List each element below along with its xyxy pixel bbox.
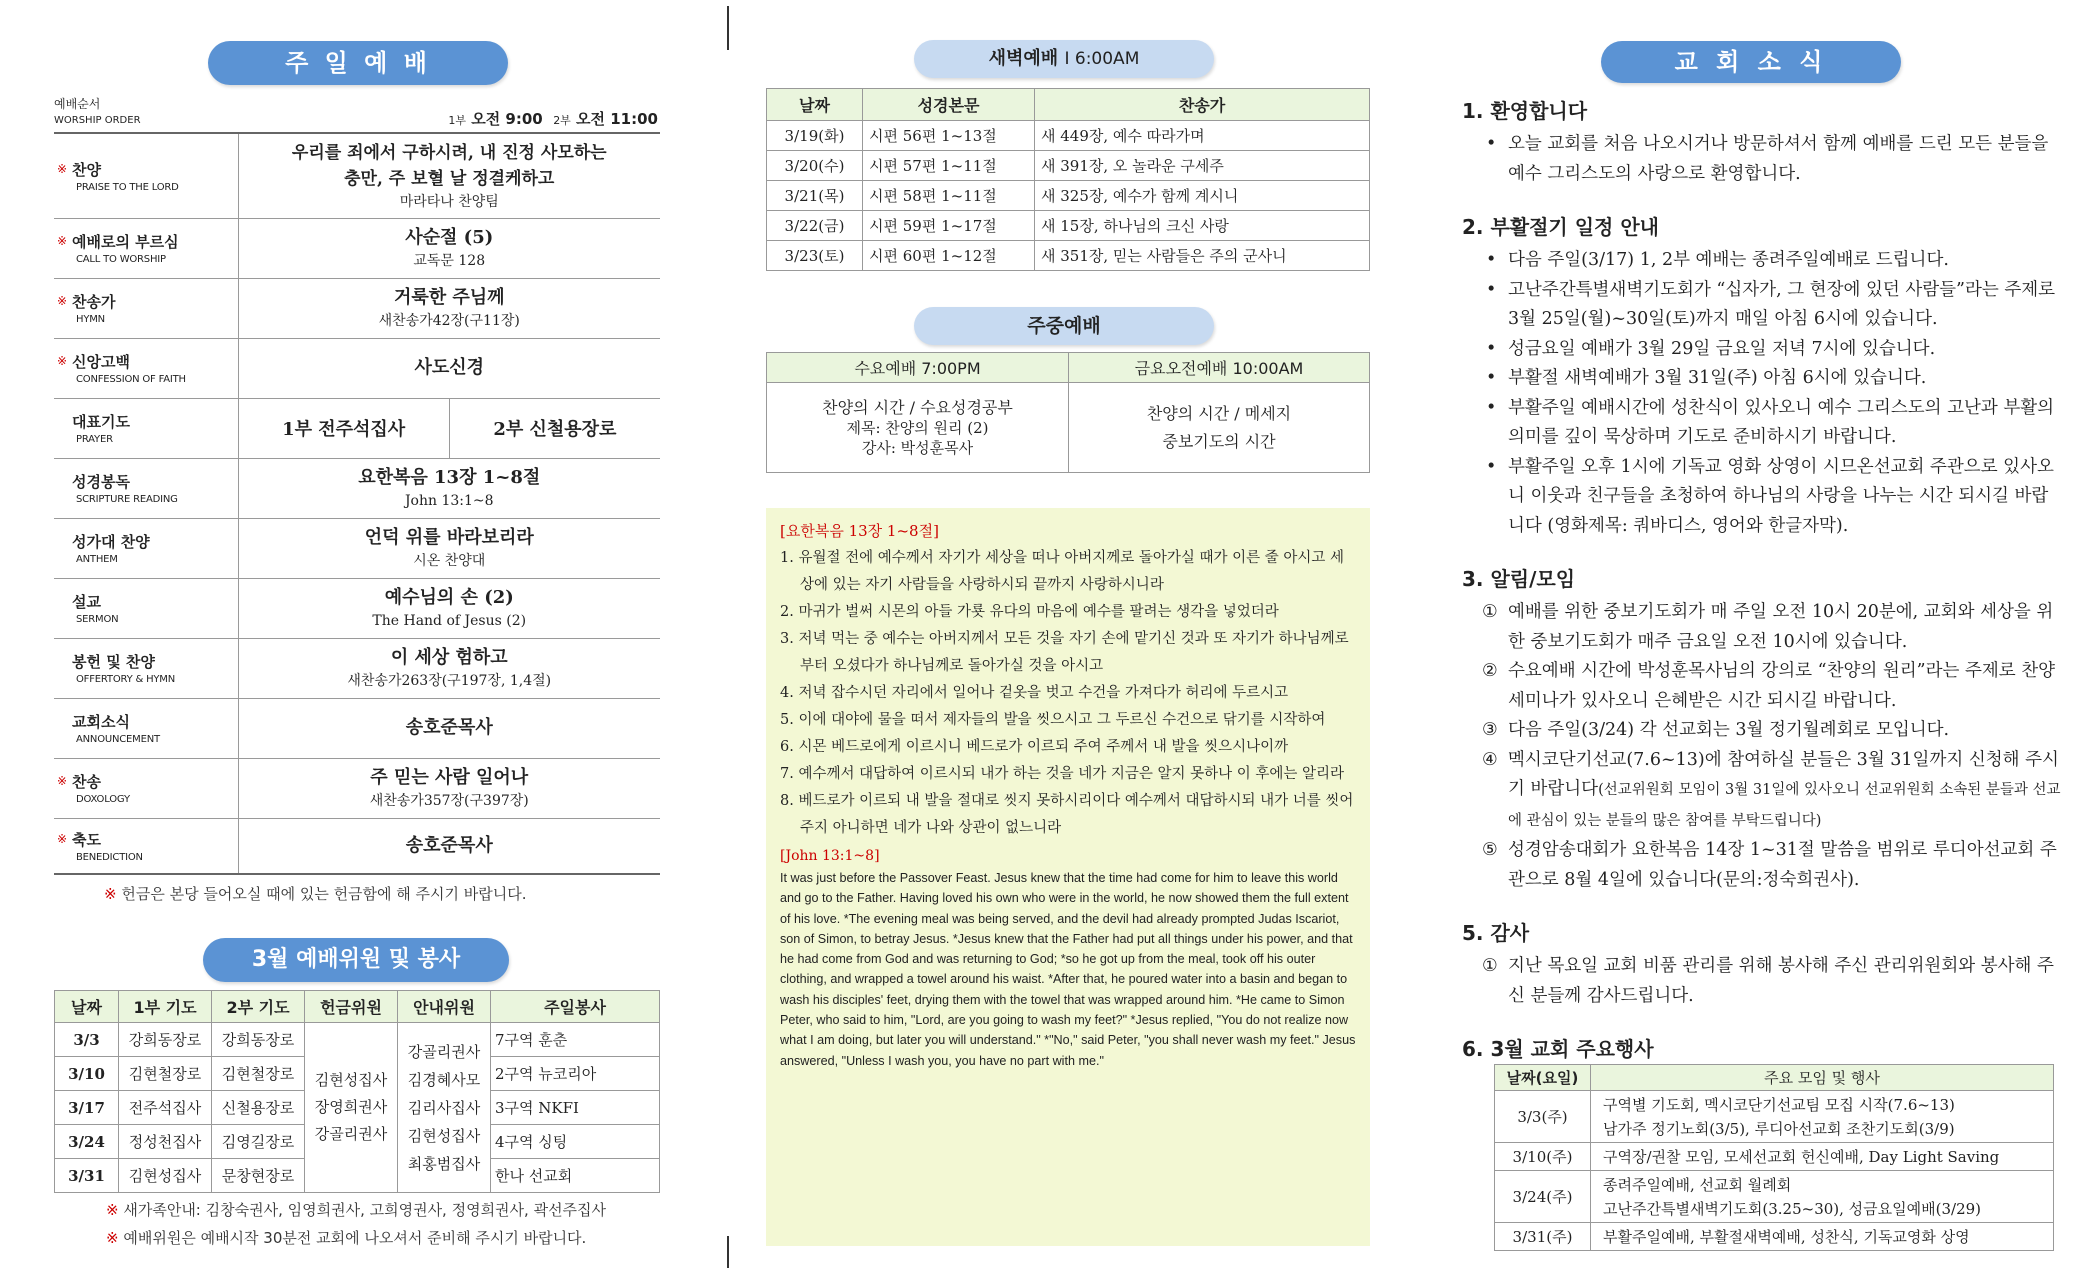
table-row: 3/20(수) 시편 57편 1~11절 새 391장, 오 놀라운 구세주 [767,151,1370,181]
order-row: ※ 찬송가 HYMN 거룩한 주님께 새찬송가42장(구11장) [54,278,660,338]
list-item: • 성금요일 예배가 3월 29일 금요일 저녁 7시에 있습니다. [1462,335,2062,365]
table-row: 3/3 강희동장로 강희동장로 김현성집사 장영희권사 강골리권사 강골리권사 김경혜사모 김리사집사 김현성집사 최홍범집사 7구역 훈춘 [55,1023,660,1057]
section-thanks: 5. 감사 ① 지난 목요일 교회 비품 관리를 위해 봉사해 주신 관리위원회와 봉사해 주신 분들께 감사드립니다. [1462,917,2062,1011]
list-item: • 부활주일 오후 1시에 기독교 영화 상영이 시므온선교회 주관으로 있사오니 이웃과 친구들을 초청하여 하나님의 사랑을 나누는 시간 되시길 바랍니다 (영화제목: 쿼바디스, 영어와 한글자막). [1462,453,2062,542]
table-row: 3/22(금) 시편 59편 1~17절 새 15장, 하나님의 크신 사랑 [767,211,1370,241]
order-row: 설교 SERMON 예수님의 손 (2) The Hand of Jesus (2) [54,578,660,638]
list-item: 7. 예수께서 대답하여 이르시되 내가 하는 것을 네가 지금은 알지 못하나 이 후에는 알리라 [780,766,1344,782]
scripture-box [766,508,1370,1246]
table-row: 3/17 전주석집사 신철용장로 3구역 NKFI [55,1091,660,1125]
church-news [1462,95,2062,1068]
table-row: 3/24 정성천집사 김영길장로 4구역 싱팅 [55,1125,660,1159]
order-row: ※ 예배로의 부르심 CALL TO WORSHIP 사순절 (5) 교독문 128 [54,218,660,278]
list-item: 6. 시몬 베드로에게 이르시니 베드로가 이르되 주여 주께서 내 발을 씻으시나이까 [780,739,1289,755]
midweek-table: 수요예배 7:00PM 금요오전예배 10:00AM 찬양의 시간 / 수요성경공부 제목: 찬양의 원리 (2) 강사: 박성훈목사 찬양의 시간 / 메세지 중보기도의 시간 [766,352,1370,473]
list-item: • 고난주간특별새벽기도회가 “십자가, 그 현장에 있던 사람들”라는 주제로 3월 25일(월)~30일(토)까지 매일 아침 6시에 있습니다. [1462,276,2062,335]
midweek-worship-banner: 주중예배 [914,307,1214,345]
section-welcome: 1. 환영합니다 • 오늘 교회를 처음 나오시거나 방문하셔서 함께 예배를 드린 모든 분들을 예수 그리스도의 사랑으로 환영합니다. [1462,95,2062,189]
fri-content: 찬양의 시간 / 메세지 중보기도의 시간 [1069,383,1370,473]
section-events: 6. 3월 교회 주요행사 [1462,1037,1654,1061]
english-text: It was just before the Passover Feast. Jesus knew that the time had come for him to leave this world and go to the Father. Having loved his own who were in the world, he now showed them the full extent of his love. *The evening meal was being served, and the devil had already prompted Judas Iscariot, son of Simon, to betray Jesus. *Jesus knew that the Father had put all things under his power, and that he had come from God and was returning to God; *so he got up from the meal, took off his outer clothing, and wrapped a towel around his waist. *After that, he poured water into a basin and began to wash his disciples' feet, drying them with the towel that was wrapped around him. *He came to Simon Peter, who said to him, "Lord, are you going to wash my feet?" *Jesus replied, "You do not realize now what I am doing, but later you will understand." *"No," said Peter, "you shall never wash my feet." Jesus answered, "Unless I wash you, you have no part with me." [780,871,1356,1068]
table-row: 3/10(주) 구역장/권찰 모임, 모세선교회 헌신예배, Day Light Saving [1495,1143,2054,1171]
table-row: 3/10 김현철장로 김현철장로 2구역 뉴코리아 [55,1057,660,1091]
worship-order [54,92,660,904]
table-row: 3/3(주) 구역별 기도회, 멕시코단기선교팀 모집 시작(7.6~13) 남가주 정기노회(3/5), 루디아선교회 조찬기도회(3/9) [1495,1091,2054,1143]
table-row: 3/31(주) 부활주일예배, 부활절새벽예배, 성찬식, 기독교영화 상영 [1495,1223,2054,1251]
table-row: 3/24(주) 종려주일예배, 선교회 월례회 고난주간특별새벽기도회(3.25~30), 성금요일예배(3/29) [1495,1171,2054,1223]
table-row: 3/19(화) 시편 56편 1~13절 새 449장, 예수 따라가며 [767,121,1370,151]
service-times: 1부 오전 9:00 2부 오전 11:00 [448,110,658,128]
list-item: • 부활주일 예배시간에 성찬식이 있사오니 예수 그리스도의 고난과 부활의 의미를 깊이 묵상하며 기도로 준비하시기 바랍니다. [1462,394,2062,453]
dawn-worship-banner: 새벽예배 I 6:00AM [914,40,1214,78]
scripture-ref: [요한복음 13장 1~8절] [780,522,939,540]
page-divider-left-bottom [727,1236,729,1268]
order-row: ※ 찬양 PRAISE TO THE LORD 우리를 죄에서 구하시려, 내 진정 사모하는 충만, 주 보혈 날 정결케하고 마라타나 찬양팀 [54,133,660,218]
order-row: ※ 축도 BENEDICTION 송호준목사 [54,818,660,874]
section-notices: 3. 알림/모임 ① 예배를 위한 중보기도회가 매 주일 오전 10시 20분에, 교회와 세상을 위한 중보기도회가 매주 금요일 오전 10시에 있습니다. ② 수요예배 시간에 박성훈목사님의 강의로 “찬양의 원리”라는 주제로 찬양세미나가 있사오니 은혜받은 시간 되시길 바랍니다. ③ 다음 주일(3/24) 각 선교회는 3월 정기월례회로 모입니다. ④ 멕시코단기선교(7.6~13)에 참여하실 분들은 3월 31일까지 신청해 주시기 바랍니다(선교위원회 모임이 3월 31일에 있사오니 선교위원회 소속된 분들과 선교에 관심이 있는 분들의 많은 참여를 부탁드립니다) ⑤ 성경암송대회가 요한복음 14장 1~31절 말씀을 범위로 루디아선교회 주관으로 8월 4일에 있습니다(문의:정숙희권사). [1462,563,2062,895]
list-item: 3. 저녁 먹는 중 예수는 아버지께서 모든 것을 자기 손에 맡기신 것과 또 자기가 하나님께로부터 오셨다가 하나님께로 돌아가실 것을 아시고 [780,631,1349,674]
list-item: • 부활절 새벽예배가 3월 31일(주) 아침 6시에 있습니다. [1462,364,2062,394]
church-news-banner: 교 회 소 식 [1601,41,1901,83]
table-row: 3/31 김현성집사 문창현장로 한나 선교회 [55,1159,660,1193]
verse-list [780,545,1356,842]
section-easter: 2. 부활절기 일정 안내 • 다음 주일(3/17) 1, 2부 예배는 종려주일예배로 드립니다. • 고난주간특별새벽기도회가 “십자가, 그 현장에 있던 사람들”라는 주제로 3월 25일(월)~30일(토)까지 매일 아침 6시에 있습니다. • 성금요일 예배가 3월 29일 금요일 저녁 7시에 있습니다. • 부활절 새벽예배가 3월 31일(주) 아침 6시에 있습니다. • 부활주일 예배시간에 성찬식이 있사오니 예수 그리스도의 고난과 부활의 의미를 깊이 묵상하며 기도로 준비하시기 바랍니다. • 부활주일 오후 1시에 기독교 영화 상영이 시므온선교회 주관으로 있사오니 이웃과 친구들을 초청하여 하나님의 사랑을 나누는 시간 되시길 바랍니다 (영화제목: 쿼바디스, 영어와 한글자막). [1462,211,2062,541]
table-row: 3/23(토) 시편 60편 1~12절 새 351장, 믿는 사람들은 주의 군사니 [767,241,1370,271]
list-item: 1. 유월절 전에 예수께서 자기가 세상을 떠나 아버지께로 돌아가실 때가 이른 줄 아시고 세상에 있는 자기 사람들을 사랑하시되 끝까지 사랑하시니라 [780,550,1344,593]
page-divider-left [727,6,729,50]
order-row: 성경봉독 SCRIPTURE READING 요한복음 13장 1~8절 John 13:1~8 [54,458,660,518]
servers-banner: 3월 예배위원 및 봉사 [203,938,509,982]
list-item: ② 수요예배 시간에 박성훈목사님의 강의로 “찬양의 원리”라는 주제로 찬양세미나가 있사오니 은혜받은 시간 되시길 바랍니다. [1482,661,2056,711]
list-item: 5. 이에 대야에 물을 떠서 제자들의 발을 씻으시고 그 두르신 수건으로 닦기를 시작하여 [780,712,1326,728]
offering-note: ※ 헌금은 본당 들어오실 때에 있는 헌금함에 해 주시기 바랍니다. [104,885,527,903]
list-item: ④ 멕시코단기선교(7.6~13)에 참여하실 분들은 3월 31일까지 신청해 주시기 바랍니다(선교위원회 모임이 3월 31일에 있사오니 선교위원회 소속된 분들과 선교에 관심이 있는 분들의 많은 참여를 부탁드립니다) [1482,749,2061,829]
english-ref: [John 13:1~8] [780,848,880,864]
order-row: ※ 찬송 DOXOLOGY 주 믿는 사람 일어나 새찬송가357장(구397장) [54,758,660,818]
list-item: • 다음 주일(3/17) 1, 2부 예배는 종려주일예배로 드립니다. [1462,246,2062,276]
order-label-en: WORSHIP ORDER [54,115,141,126]
order-row: 성가대 찬양 ANTHEM 언덕 위를 바라보리라 시온 찬양대 [54,518,660,578]
list-item: ① 지난 목요일 교회 비품 관리를 위해 봉사해 주신 관리위원회와 봉사해 주신 분들께 감사드립니다. [1482,956,2054,1006]
order-table [54,132,660,875]
order-row: ※ 신앙고백 CONFESSION OF FAITH 사도신경 [54,338,660,398]
dawn-table: 날짜 성경본문 찬송가 3/19(화) 시편 56편 1~13절 새 449장, 예수 따라가며 3/20(수) 시편 57편 1~11절 새 391장, 오 놀라운 구세주 3/21(목) 시편 58편 1~11절 새 325장, 예수가 함께 계시니 3/22(금) 시편 59편 1~17절 새 15장, 하나님의 크신 사랑 3/23(토) 시편 60편 1~12절 새 351장, 믿는 사람들은 주의 군사니 [766,88,1370,271]
list-item: 8. 베드로가 이르되 내 발을 절대로 씻지 못하시리이다 예수께서 대답하시되 내가 너를 씻어 주지 아니하면 네가 나와 상관이 없느니라 [780,793,1354,836]
list-item: ⑤ 성경암송대회가 요한복음 14장 1~31절 말씀을 범위로 루디아선교회 주관으로 8월 4일에 있습니다(문의:정숙희권사). [1482,840,2057,890]
list-item: ① 예배를 위한 중보기도회가 매 주일 오전 10시 20분에, 교회와 세상을 위한 중보기도회가 매주 금요일 오전 10시에 있습니다. [1482,602,2054,652]
servers-notes: ※ 새가족안내: 김창숙권사, 임영희권사, 고희영권사, 정영희권사, 곽선주집사 ※ 예배위원은 예배시작 30분전 교회에 나오셔서 준비해 주시기 바랍니다. [106,1201,607,1247]
events-table: 날짜(요일) 주요 모임 및 행사 3/3(주) 구역별 기도회, 멕시코단기선교팀 모집 시작(7.6~13) 남가주 정기노회(3/5), 루디아선교회 조찬기도회(3/9) 3/10(주) 구역장/권찰 모임, 모세선교회 헌신예배, Day Light Saving 3/24(주) 종려주일예배, 선교회 월례회 고난주간특별새벽기도회(3.25~30), 성금요일예배(3/29) 3/31(주) 부활주일예배, 부활절새벽예배, 성찬식, 기독교영화 상영 [1494,1064,2054,1251]
wed-content: 찬양의 시간 / 수요성경공부 제목: 찬양의 원리 (2) 강사: 박성훈목사 [767,383,1069,473]
list-item: 2. 마귀가 벌써 시몬의 아들 가룟 유다의 마음에 예수를 팔려는 생각을 넣었더라 [780,604,1279,620]
order-header [54,92,660,132]
list-item: 4. 저녁 잡수시던 자리에서 일어나 겉옷을 벗고 수건을 가져다가 허리에 두르시고 [780,685,1289,701]
order-row: 대표기도 PRAYER 1부 전주석집사 2부 신철용장로 [54,398,660,458]
order-row: 봉헌 및 찬양 OFFERTORY & HYMN 이 세상 험하고 새찬송가263장(구197장, 1,4절) [54,638,660,698]
servers-table: 날짜 1부 기도 2부 기도 헌금위원 안내위원 주일봉사 3/3 강희동장로 강희동장로 김현성집사 장영희권사 강골리권사 강골리권사 김경혜사모 김리사집사 김현성집사 최홍범집사 7구역 훈춘 3/10 김현철장로 김현철장로 2구역 뉴코리아 3/17 전주석집사 신철용장로 3구역 NKFI 3/24 정성천집사 김영길장로 4구역 싱팅 3/31 김현성집사 문창현장로 한나 선교회 [54,990,660,1193]
table-row: 3/21(목) 시편 58편 1~11절 새 325장, 예수가 함께 계시니 [767,181,1370,211]
list-item: • 오늘 교회를 처음 나오시거나 방문하셔서 함께 예배를 드린 모든 분들을 예수 그리스도의 사랑으로 환영합니다. [1462,130,2062,189]
sunday-worship-banner: 주 일 예 배 [208,41,508,85]
order-row: 교회소식 ANNOUNCEMENT 송호준목사 [54,698,660,758]
order-label-ko: 예배순서 [54,97,101,111]
list-item: ③ 다음 주일(3/24) 각 선교회는 3월 정기월례회로 모입니다. [1482,720,1950,740]
